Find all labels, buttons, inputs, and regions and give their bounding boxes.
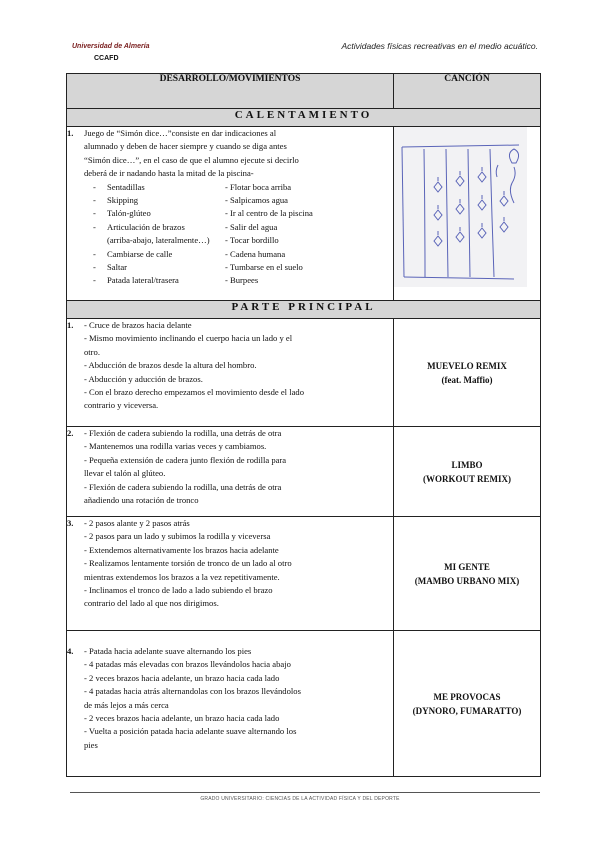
song-title: MI GENTE — [444, 561, 490, 572]
song-cell-3 — [394, 517, 541, 631]
main-block-1: 1. - Cruce de brazos hacia delante - Mismo movimiento inclinando el cuerpo hacia un lado y el otro. - Abducción de brazos desde la altura del hombro. - Abducción y aducción de brazos. - Con el brazo derecho empezamos el movimiento desde el lado contrario y viceversa. — [67, 319, 394, 427]
item-number: 2. — [67, 428, 74, 438]
column-header-song: CANCIÓN — [394, 74, 541, 109]
pool-sketch-image — [394, 127, 527, 287]
section-title-main: PARTE PRINCIPAL — [67, 301, 541, 319]
pool-sketch-cell — [394, 127, 541, 301]
column-header-movements: DESARROLLO/MOVIMIENTOS — [67, 74, 394, 109]
song-cell-4 — [394, 631, 541, 777]
warmup-exercise-list: - Sentadillas - Flotar boca arriba - Skipping - Salpicamos agua - Talón-glúteo - Ir al centro de la piscina - Articulación de brazos - Salir del agua (arriba-abajo, lateralmente…) - Tocar bordillo - Cambiarse de calle - Cadena humana - Saltar - Tumbarse en el suelo - Patada lateral/trasera - Burpees — [93, 181, 313, 286]
footer-text: GRADO UNIVERSITARIO: CIENCIAS DE LA ACTIVIDAD FÍSICA Y DEL DEPORTE — [200, 796, 400, 802]
song-subtitle: (MAMBO URBANO MIX) — [414, 575, 520, 586]
item-number: 3. — [67, 518, 74, 528]
song-title: ME PROVOCAS — [433, 691, 501, 702]
song-cell-2 — [394, 427, 541, 517]
center-name: CCAFD — [94, 55, 119, 62]
warmup-description: 1. Juego de “Simón dice…”consiste en dar indicaciones al alumnado y deben de hacer siempre y cuando se diga antes “Simón dice…”, en el caso de que el alumno ejecute si decirlo deberá de ir nadando hasta la mitad de la piscina- - Sentadillas - Flotar boca arriba - Skipping - Salpicamos agua - Talón-glúteo - Ir al centro de la piscina - Articulación de brazos - Salir del agua (arriba-abajo, lateralmente…) - Tocar bordillo - Cambiarse de calle - Cadena humana - Saltar - Tumbarse en el suelo - Patada lateral/trasera - Burpees — [67, 127, 394, 301]
section-title-warmup: CALENTAMIENTO — [67, 109, 541, 127]
song-cell-1 — [394, 319, 541, 427]
main-block-3: 3. - 2 pasos alante y 2 pasos atrás - 2 pasos para un lado y subimos la rodilla y viceversa - Extendemos alternativamente los brazos hacia adelante - Realizamos lentamente torsión de tronco de un lado al otro mientras extendemos los brazos a la vez repetitivamente. - Inclinamos el tronco de lado a lado subiendo el brazo contrario del lado al que nos dirigimos. — [67, 517, 394, 631]
university-name: Universidad de Almería — [72, 43, 150, 50]
song-subtitle: (feat. Maffio) — [441, 374, 493, 385]
session-table — [66, 73, 541, 777]
subject-title: Actividades físicas recreativas en el medio acuático. — [341, 41, 538, 51]
item-number: 1. — [67, 128, 74, 138]
song-subtitle: (WORKOUT REMIX) — [422, 473, 512, 484]
song-title: LIMBO — [451, 459, 483, 470]
item-number: 4. — [67, 646, 74, 656]
song-title: MUEVELO REMIX — [427, 360, 507, 371]
footer-divider — [70, 792, 540, 793]
main-block-4: 4. - Patada hacia adelante suave alternando los pies - 4 patadas más elevadas con brazos llevándolos hacia abajo - 2 veces brazos hacia adelante, un brazo hacia cada lado - 4 patadas hacia atrás alternandolas con los brazos llevándolos de más lejos a más cerca - 2 veces brazos hacia adelante, un brazo hacia cada lado - Vuelta a posición patada hacia adelante suave alternando los pies — [67, 631, 394, 777]
main-block-2: 2. - Flexión de cadera subiendo la rodilla, una detrás de otra - Mantenemos una rodilla varias veces y cambiamos. - Pequeña extensión de cadera junto flexión de rodilla para llevar el talón al glúteo. - Flexión de cadera subiendo la rodilla, una detrás de otra añadiendo una rotación de tronco — [67, 427, 394, 517]
item-number: 1. — [67, 320, 74, 330]
song-subtitle: (DYNORO, FUMARATTO) — [412, 705, 522, 716]
